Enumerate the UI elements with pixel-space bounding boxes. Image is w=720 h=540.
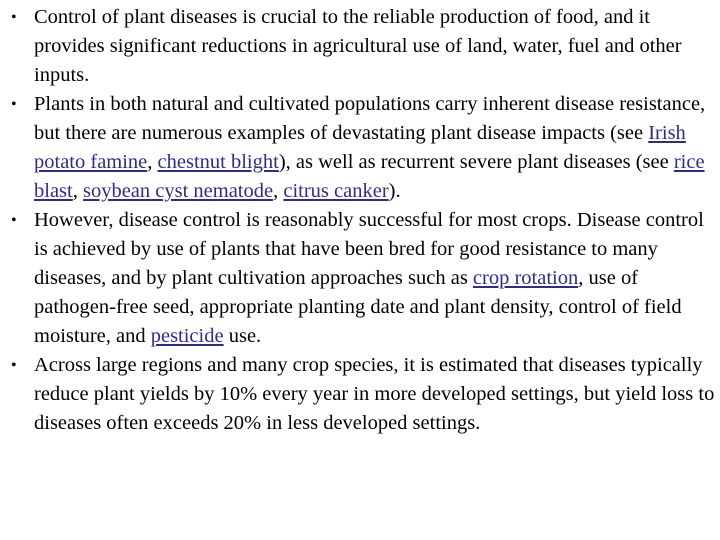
bullet-item-disease-control-methods	[4, 206, 720, 351]
link-soybean-cyst-nematode[interactable]: soybean cyst nematode	[82, 180, 274, 202]
link-rice-blast[interactable]: rice blast	[34, 151, 705, 202]
bullet-text-part: use.	[223, 325, 262, 347]
link-citrus-canker[interactable]: citrus canker	[283, 180, 389, 202]
bullet-text-part: ,	[72, 180, 83, 202]
bullet-text-part: However, disease control is reasonably successful for most crops. Disease control is achieved by use of plants that have been bred for good resistance to many diseases, and by plant cultivation approaches such as	[34, 209, 704, 289]
bullet-icon: •	[11, 9, 17, 26]
bullet-text-part: , use of pathogen-free seed, appropriate planting date and plant density, control of field moisture, and	[34, 267, 682, 347]
bullet-list	[4, 3, 720, 438]
bullet-text-part: ).	[388, 180, 401, 202]
bullet-item-yield-loss	[4, 351, 720, 438]
bullet-text: Control of plant diseases is crucial to the reliable production of food, and it provides significant reductions in agricultural use of land, water, fuel and other inputs.	[34, 6, 682, 86]
bullet-text-part: Plants in both natural and cultivated populations carry inherent disease resistance, but there are numerous examples of devastating plant disease impacts (see	[34, 93, 706, 144]
bullet-icon: •	[11, 96, 17, 113]
bullet-icon: •	[11, 212, 17, 229]
link-pesticide[interactable]: pesticide	[150, 325, 224, 347]
link-irish-potato-famine[interactable]: Irish potato famine	[34, 122, 686, 173]
bullet-text: Across large regions and many crop species, it is estimated that diseases typically reduce plant yields by 10% every year in more developed settings, but yield loss to diseases often exceeds 20% in less developed settings.	[34, 354, 715, 434]
bullet-item-disease-control-importance	[4, 3, 720, 90]
link-crop-rotation[interactable]: crop rotation	[472, 267, 579, 289]
bullet-text-part: ), as well as recurrent severe plant diseases (see	[278, 151, 674, 173]
link-chestnut-blight[interactable]: chestnut blight	[157, 151, 279, 173]
bullet-item-disease-resistance	[4, 90, 720, 206]
bullet-icon: •	[11, 357, 17, 374]
bullet-text-part: ,	[147, 151, 158, 173]
bullet-text-part: ,	[273, 180, 284, 202]
